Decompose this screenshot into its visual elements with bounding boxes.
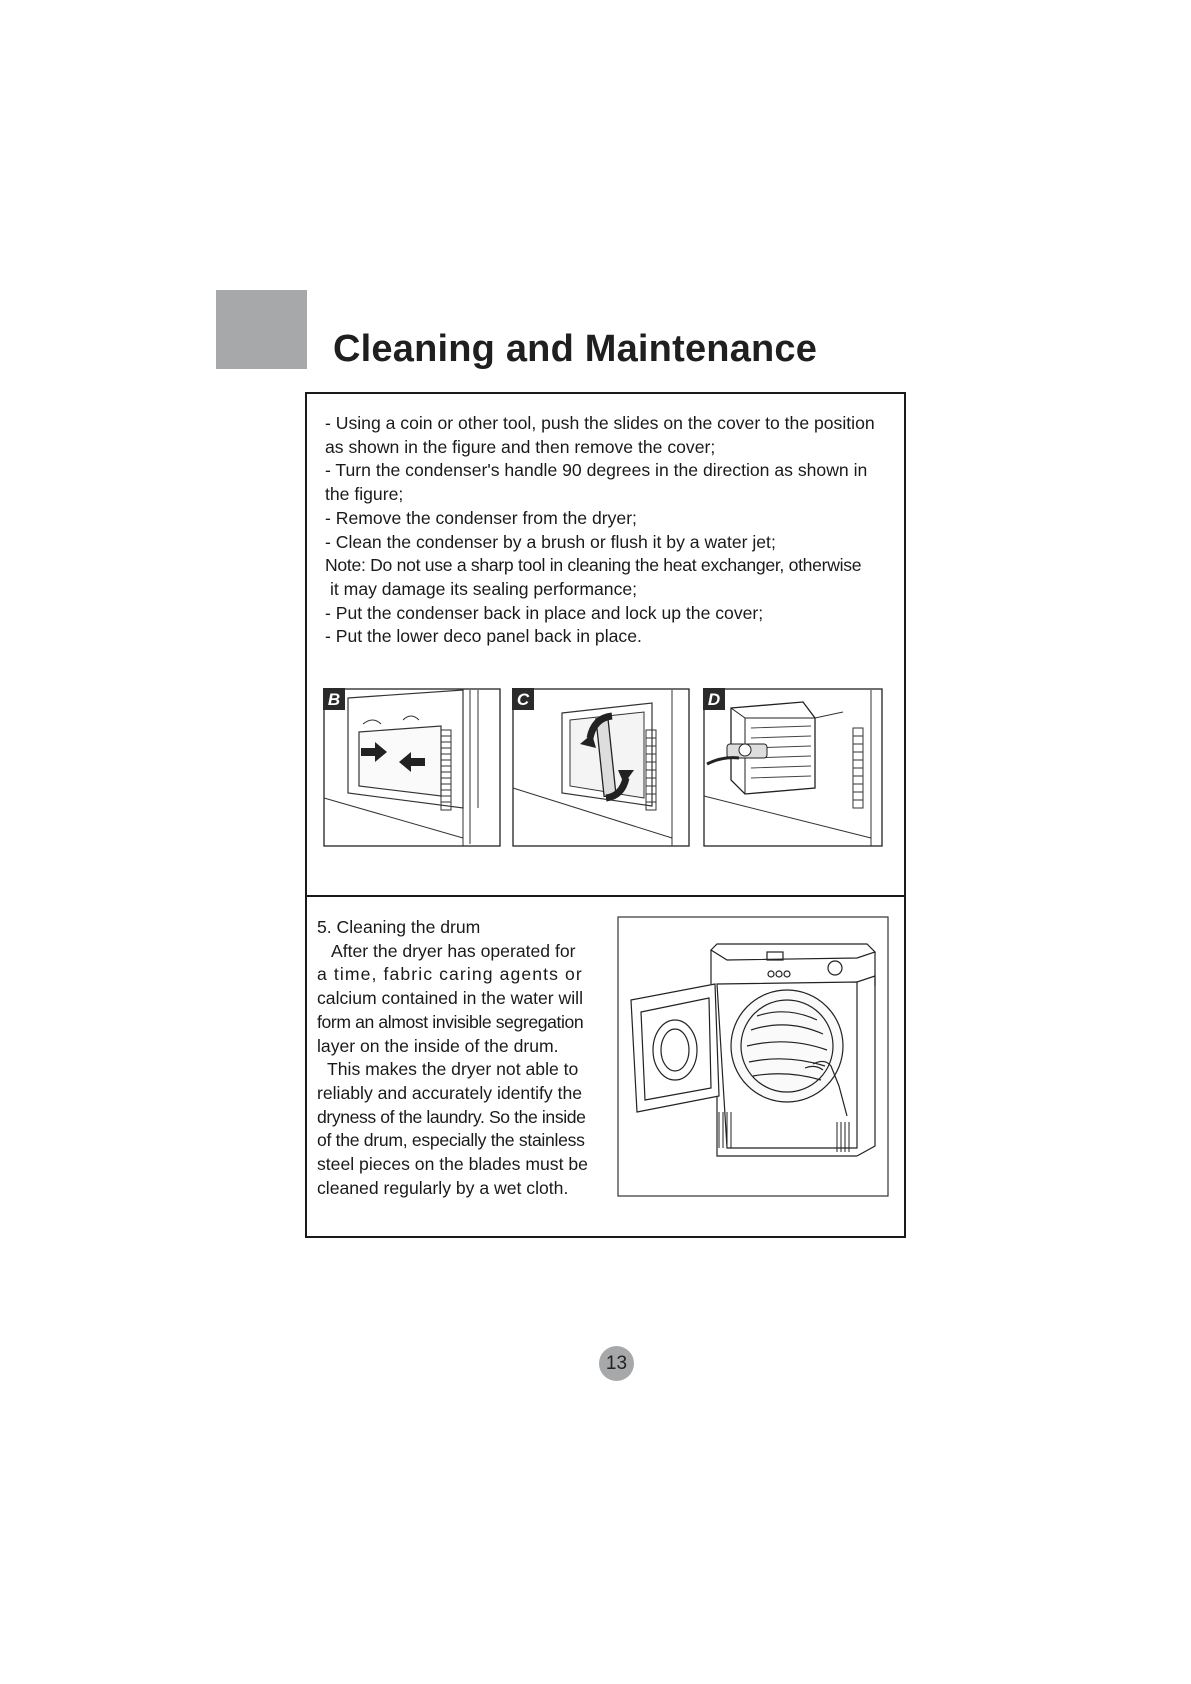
instruction-line: - Using a coin or other tool, push the slides on the cover to the position — [325, 413, 875, 433]
note-line: it may damage its sealing performance; — [330, 578, 638, 599]
instruction-line: as shown in the figure and then remove the cover; — [325, 436, 716, 457]
note-line: Note: Do not use a sharp tool in cleaning the heat exchanger, otherwise — [325, 555, 862, 576]
figure-b-cover-slides — [323, 688, 501, 847]
paragraph-line: a time, fabric caring agents or — [317, 964, 583, 985]
paragraph-line: reliably and accurately identify the — [317, 1082, 583, 1103]
section-tab-marker — [216, 290, 307, 369]
figure-d-remove-condenser — [703, 688, 883, 847]
instruction-line: - Put the lower deco panel back in place. — [325, 626, 642, 647]
instruction-line: - Remove the condenser from the dryer; — [325, 507, 637, 528]
figure-label-d: D — [707, 690, 721, 709]
paragraph-line: This makes the dryer not able to — [327, 1059, 579, 1080]
section-divider — [305, 895, 906, 897]
figure-label-c: C — [516, 690, 530, 709]
paragraph-line: cleaned regularly by a wet cloth. — [317, 1177, 569, 1198]
paragraph-line: After the dryer has operated for — [331, 940, 576, 961]
paragraph-line: form an almost invisible segregation — [317, 1011, 584, 1032]
instruction-line: - Clean the condenser by a brush or flush it by a water jet; — [325, 531, 776, 552]
instruction-line: - Put the condenser back in place and lock up the cover; — [325, 602, 764, 623]
figure-label-b: B — [327, 690, 341, 709]
condenser-instructions — [325, 412, 895, 649]
page-title: Cleaning and Maintenance — [333, 328, 818, 370]
paragraph-line: dryness of the laundry. So the inside — [317, 1106, 586, 1127]
instruction-line: the figure; — [325, 484, 404, 505]
figure-c-turn-handle — [512, 688, 690, 847]
section-heading: 5. Cleaning the drum — [317, 917, 481, 937]
paragraph-line: of the drum, especially the stainless — [317, 1130, 585, 1151]
dryer-drum-illustration — [617, 916, 889, 1197]
drum-cleaning-section — [317, 916, 607, 1200]
instruction-line: - Turn the condenser's handle 90 degrees in the direction as shown in — [325, 460, 868, 481]
paragraph-line: calcium contained in the water will — [317, 988, 583, 1009]
paragraph-line: layer on the inside of the drum. — [317, 1035, 559, 1056]
page-number: 13 — [599, 1346, 634, 1381]
paragraph-line: steel pieces on the blades must be — [317, 1154, 588, 1175]
